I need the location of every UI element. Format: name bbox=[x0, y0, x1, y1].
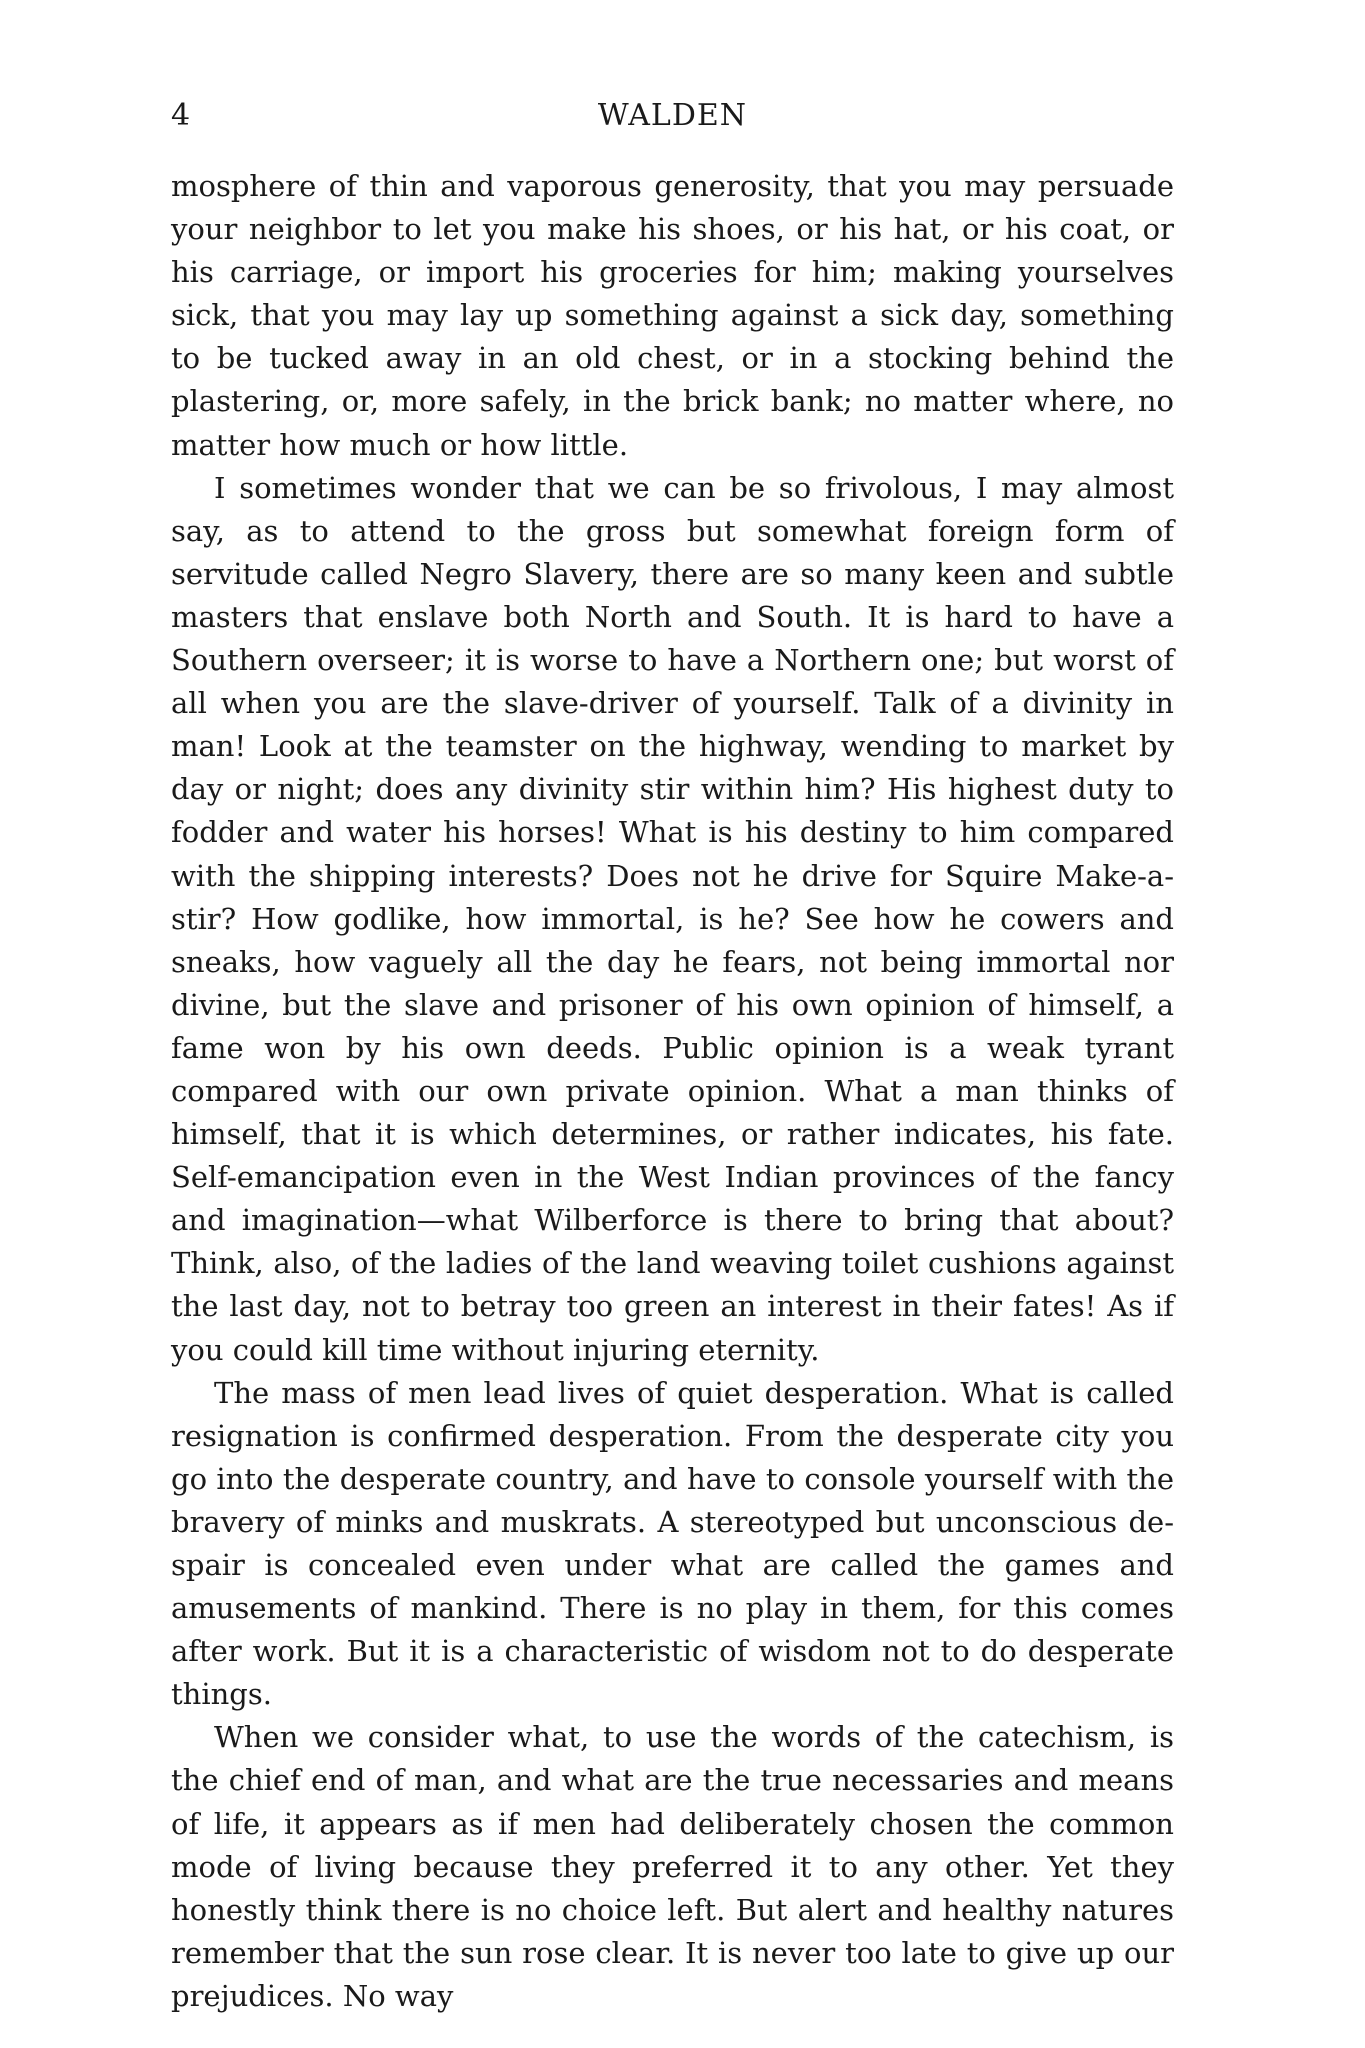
paragraph: The mass of men lead lives of quiet desperation. What is called resignation is confirmed desperation. From the desperate city you go into the desperate country, and have to console yourself with the bravery of minks and muskrats. A stereotyped but unconscious despair is concealed even under what are called the games and amusements of mankind. There is no play in them, for this comes after work. But it is a characteristic of wisdom not to do desperate things. bbox=[171, 1375, 1174, 1712]
page-header bbox=[171, 96, 1174, 136]
paragraph: When we consider what, to use the words of the catechism, is the chief end of man, and what are the true necessaries and means of life, it appears as if men had deliberately chosen the common mode of living because they preferred it to any other. Yet they honestly think there is no choice left. But alert and healthy natures remember that the sun rose clear. It is never too late to give up our prejudices. No way bbox=[171, 1720, 1174, 2013]
paragraph: I sometimes wonder that we can be so frivolous, I may almost say, as to attend to the gross but somewhat foreign form of servitude called Negro Slavery, there are so many keen and subtle masters that enslave both North and South. It is hard to have a Southern overseer; it is worse to have a Northern one; but worst of all when you are the slave-driver of yourself. Talk of a divinity in man! Look at the teamster on the highway, wending to market by day or night; does any divinity stir within him? His highest duty to fodder and water his horses! What is his destiny to him compared with the shipping interests? Does not he drive for Squire Make-a-stir? How godlike, how immortal, is he? See how he cowers and sneaks, how vaguely all the day he fears, not being immortal nor divine, but the slave and prisoner of his own opinion of himself, a fame won by his own deeds. Public opinion is a weak tyrant compared with our own private opinion. What a man thinks of himself, that it is which determines, or rather indicates, his fate. Self-emancipation even in the West Indian provinces of the fancy and imagination—what Wilberforce is there to bring that about? Think, also, of the ladies of the land weaving toilet cushions against the last day, not to betray too green an interest in their fates! As if you could kill time without injuring eternity. bbox=[171, 470, 1174, 1367]
body-text bbox=[171, 165, 1174, 2018]
paragraph-continued: mosphere of thin and vaporous generosity, that you may persuade your neighbor to let you make his shoes, or his hat, or his coat, or his carriage, or import his groceries for him; making yourselves sick, that you may lay up something against a sick day, something to be tucked away in an old chest, or in a stocking behind the plastering, or, more safely, in the brick bank; no matter where, no matter how much or how little. bbox=[171, 169, 1174, 462]
running-head: WALDEN bbox=[597, 98, 748, 133]
page-number: 4 bbox=[171, 98, 191, 133]
